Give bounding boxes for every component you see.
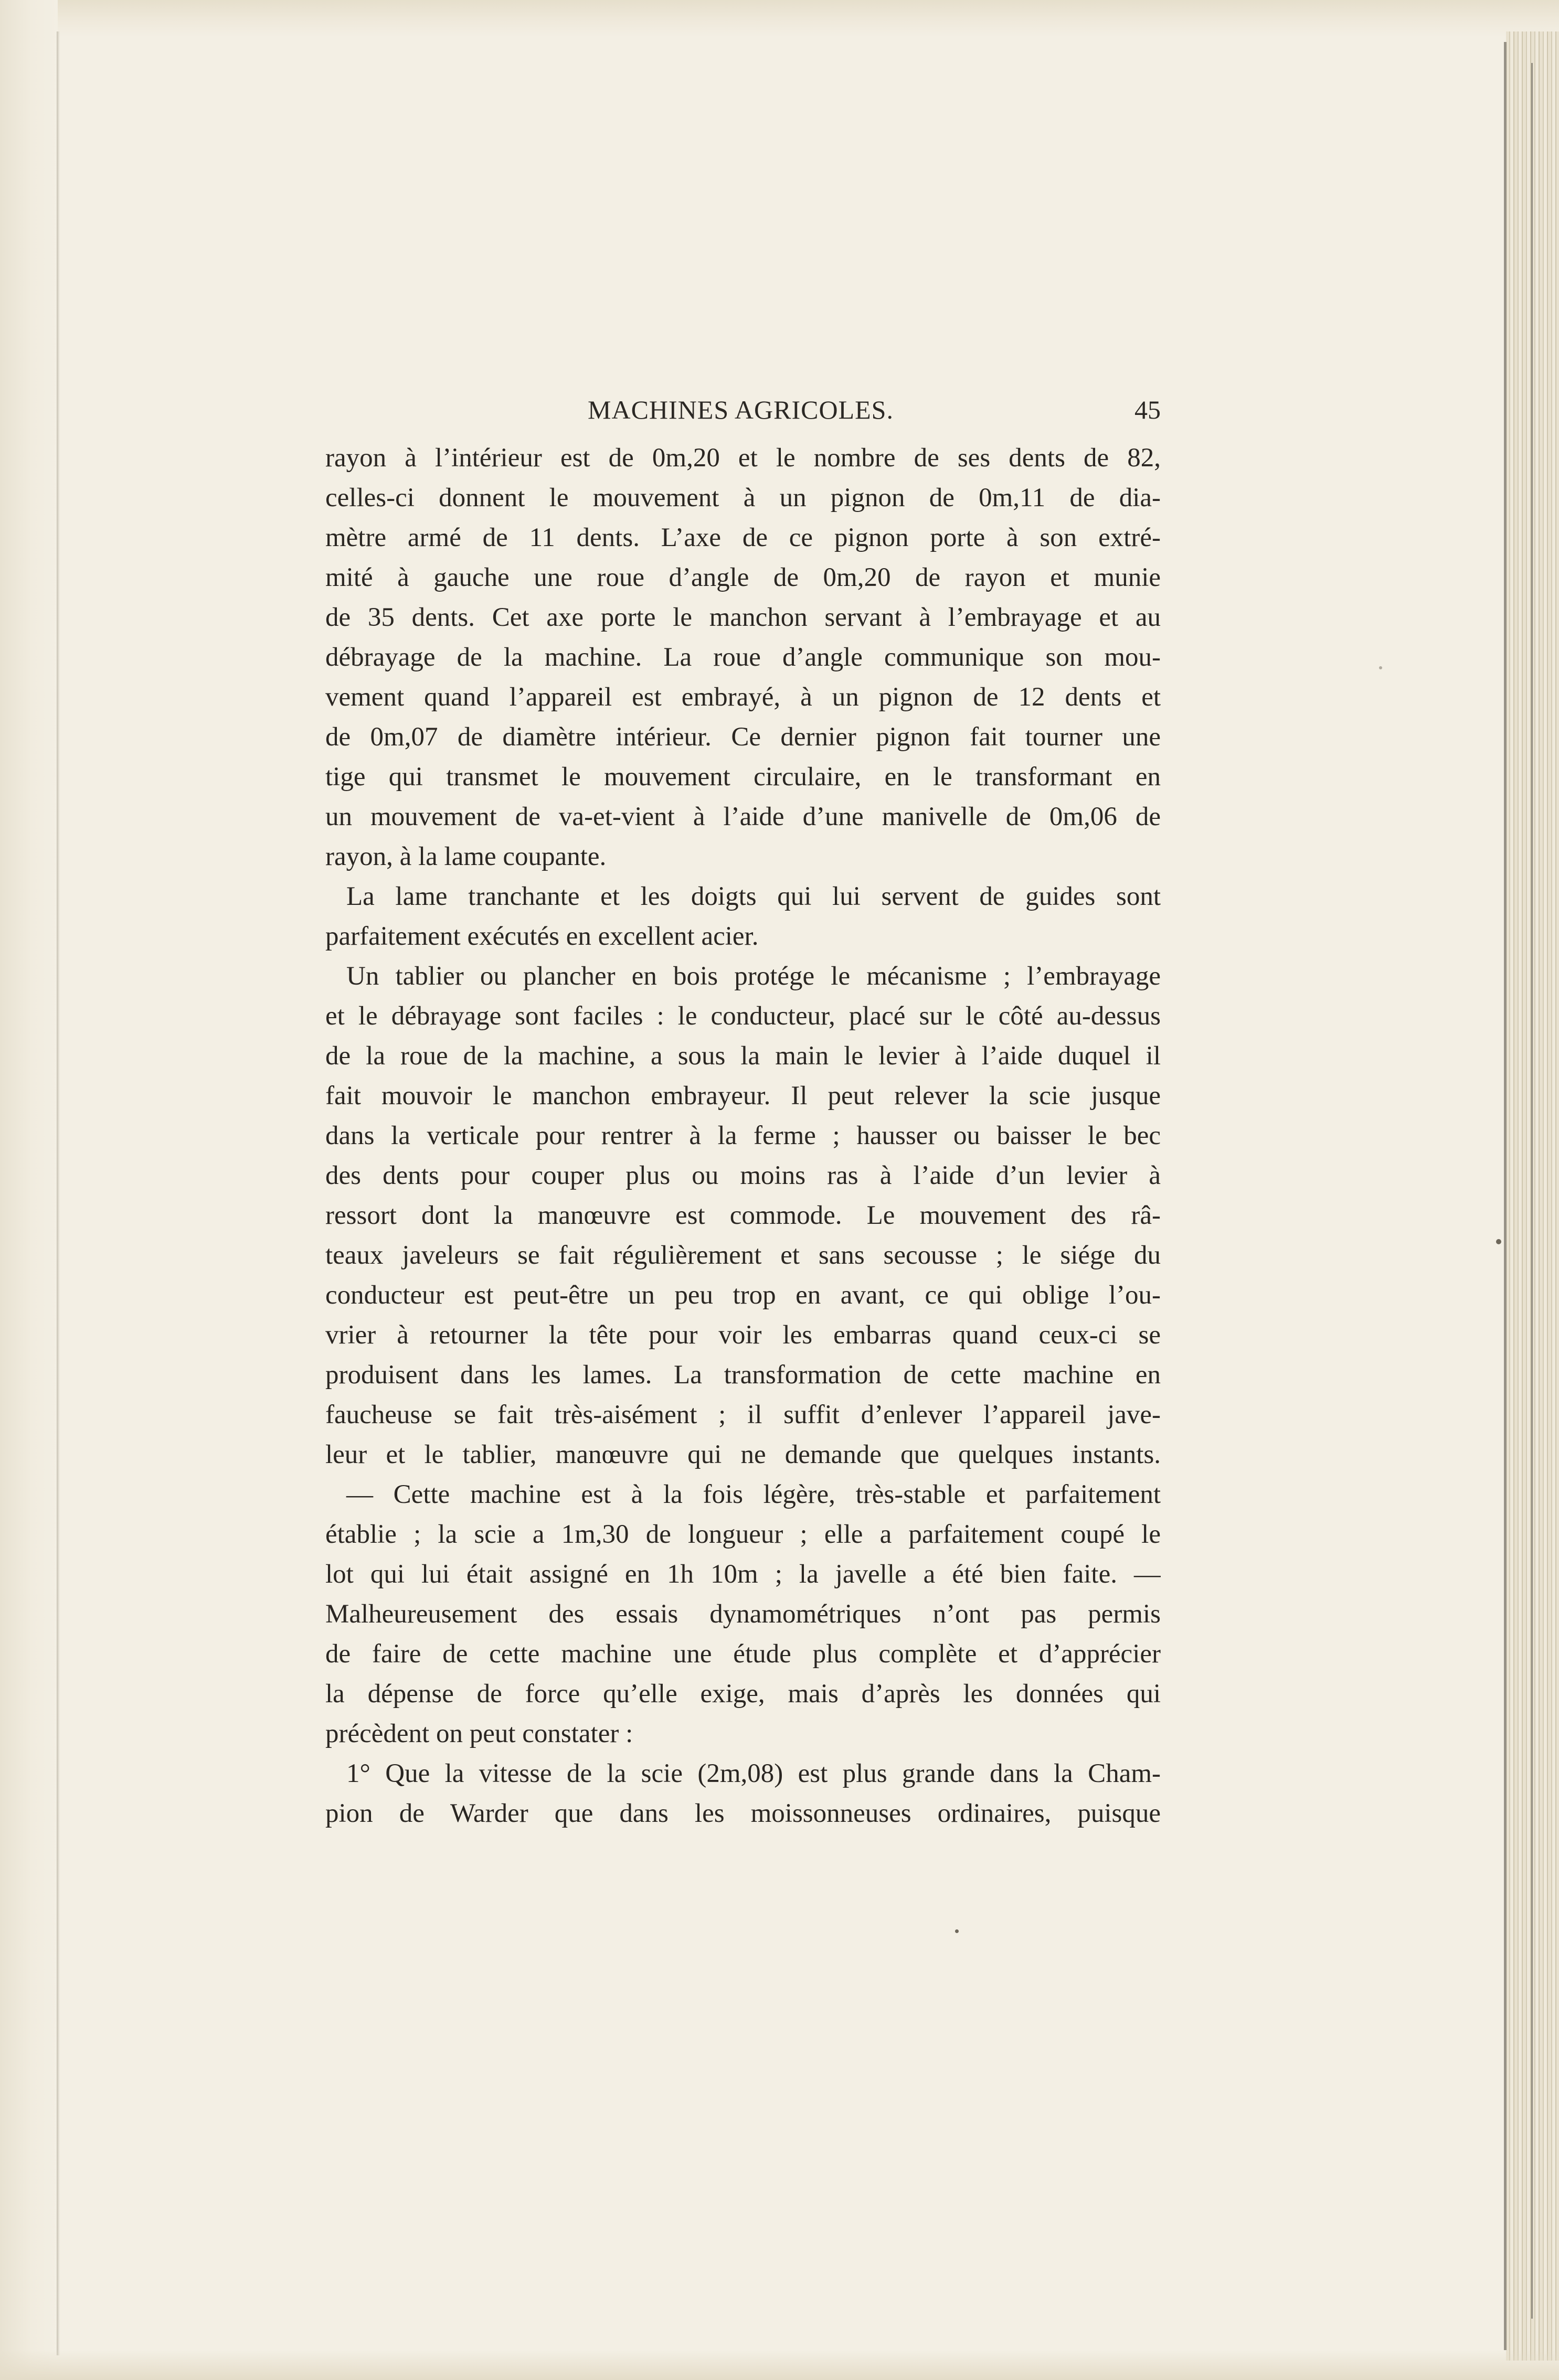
text-line: mité à gauche une roue d’angle de 0m,20 de rayon et munie — [325, 563, 1161, 592]
text-line: établie ; la scie a 1m,30 de longueur ; elle a parfaitement coupé le — [325, 1520, 1161, 1549]
text-line: produisent dans les lames. La transformation de cette machine en — [325, 1360, 1161, 1390]
page-bottom-edge — [0, 2350, 1559, 2380]
text-line: dans la verticale pour rentrer à la ferme ; hausser ou baisser le bec — [325, 1121, 1161, 1150]
text-line: celles-ci donnent le mouvement à un pignon de 0m,11 de dia- — [325, 483, 1161, 513]
text-line: des dents pour couper plus ou moins ras à l’aide d’un levier à — [325, 1161, 1161, 1190]
page-edge-dark-line — [1531, 63, 1533, 2319]
text-line: mètre armé de 11 dents. L’axe de ce pignon porte à son extré- — [325, 523, 1161, 552]
text-line: parfaitement exécutés en excellent acier. — [325, 922, 759, 951]
page-top-edge — [0, 0, 1559, 37]
text-line: tige qui transmet le mouvement circulaire, en le transformant en — [325, 762, 1161, 792]
body-text — [325, 438, 1161, 1833]
page-edge-line — [1504, 42, 1507, 2350]
text-line: conducteur est peut-être un peu trop en avant, ce qui oblige l’ou- — [325, 1280, 1161, 1310]
binding-gutter — [0, 0, 58, 2380]
text-line: débrayage de la machine. La roue d’angle communique son mou- — [325, 643, 1161, 672]
text-line: de la roue de la machine, a sous la main le levier à l’aide duquel il — [325, 1041, 1161, 1071]
text-line: ressort dont la manœuvre est commode. Le mouvement des râ- — [325, 1201, 1161, 1230]
text-line: de 0m,07 de diamètre intérieur. Ce dernier pignon fait tourner une — [325, 722, 1161, 752]
running-title: MACHINES AGRICOLES. — [588, 395, 894, 424]
text-line: de 35 dents. Cet axe porte le manchon servant à l’embrayage et au — [325, 603, 1161, 632]
text-line: faucheuse se fait très-aisément ; il suffit d’enlever l’appareil jave- — [325, 1400, 1161, 1429]
text-line: vrier à retourner la tête pour voir les embarras quand ceux-ci se — [325, 1320, 1161, 1350]
text-line: rayon, à la lame coupante. — [325, 842, 607, 871]
text-line: Malheureusement des essais dynamométriques n’ont pas permis — [325, 1599, 1161, 1629]
ink-speck — [955, 1929, 959, 1933]
text-line: vement quand l’appareil est embrayé, à un pignon de 12 dents et — [325, 682, 1161, 712]
text-line: teaux javeleurs se fait régulièrement et sans secousse ; le siége du — [325, 1241, 1161, 1270]
page-number: 45 — [1134, 395, 1161, 424]
binding-shadow — [57, 31, 60, 2355]
text-line: leur et le tablier, manœuvre qui ne demande que quelques instants. — [325, 1440, 1161, 1469]
text-line: la dépense de force qu’elle exige, mais d’après les données qui — [325, 1679, 1161, 1709]
text-line: un mouvement de va-et-vient à l’aide d’une manivelle de 0m,06 de — [325, 802, 1161, 831]
text-line: La lame tranchante et les doigts qui lui servent de guides sont — [346, 882, 1161, 911]
text-line: de faire de cette machine une étude plus complète et d’apprécier — [325, 1639, 1161, 1669]
text-line: fait mouvoir le manchon embrayeur. Il peut relever la scie jusque — [325, 1081, 1161, 1111]
text-line: rayon à l’intérieur est de 0m,20 et le nombre de ses dents de 82, — [325, 443, 1161, 473]
text-line: — Cette machine est à la fois légère, très-stable et parfaitement — [346, 1480, 1161, 1509]
text-line: précèdent on peut constater : — [325, 1719, 633, 1748]
text-line: Un tablier ou plancher en bois protége le mécanisme ; l’embrayage — [346, 962, 1161, 991]
ink-speck — [1379, 666, 1382, 669]
text-line: pion de Warder que dans les moissonneuses ordinaires, puisque — [325, 1799, 1161, 1828]
text-line: 1° Que la vitesse de la scie (2m,08) est plus grande dans la Cham- — [346, 1759, 1161, 1788]
text-line: et le débrayage sont faciles : le conducteur, placé sur le côté au-dessus — [325, 1001, 1161, 1031]
ink-speck — [1496, 1239, 1501, 1244]
text-line: lot qui lui était assigné en 1h 10m ; la javelle a été bien faite. — — [325, 1560, 1161, 1589]
page-header — [325, 394, 1161, 431]
